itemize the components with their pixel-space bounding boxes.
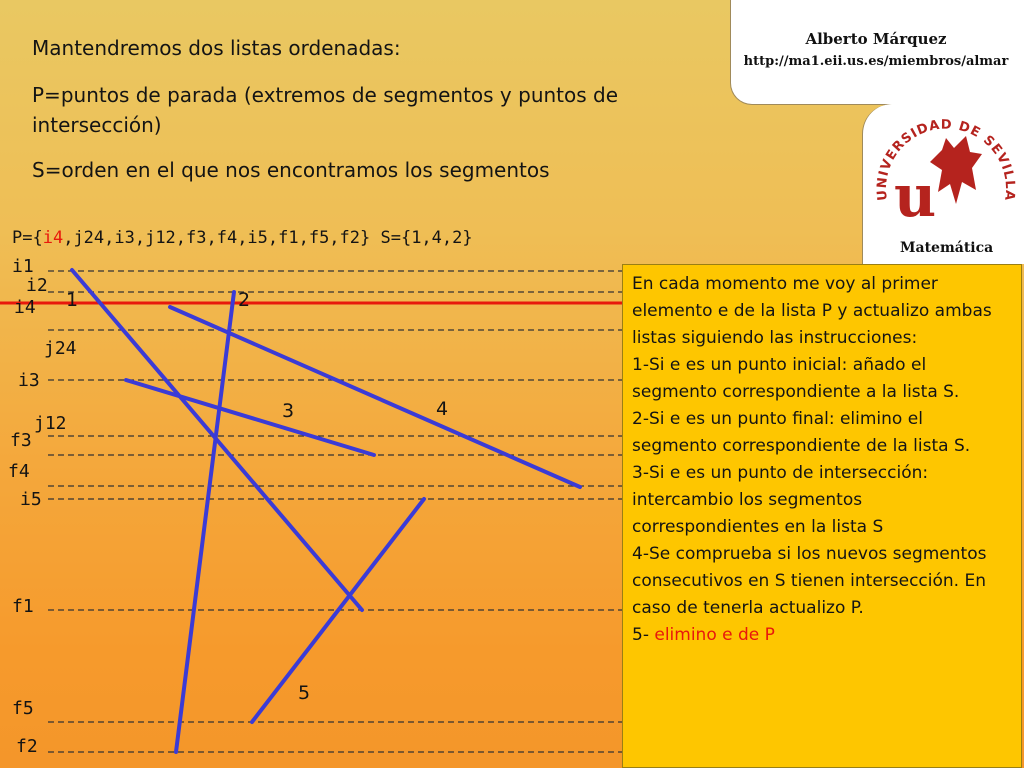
instruction-step-1: 1-Si e es un punto inicial: añado el segmento correspondiente a la lista S. (632, 355, 960, 402)
stop-label: i4 (14, 297, 36, 318)
logo-lettering: UNIVERSIDAD DE SEVILLA (874, 117, 1018, 203)
segment-label: 2 (238, 289, 251, 311)
stop-label: f2 (16, 736, 38, 757)
instruction-step-2: 2-Si e es un punto final: elimino el segmento correspondiente de la lista S. (632, 409, 971, 456)
segment-2 (176, 292, 234, 752)
stop-label: j24 (44, 338, 77, 359)
segment-label: 4 (436, 398, 449, 420)
stop-label: f4 (8, 461, 30, 482)
author-url: http://ma1.eii.us.es/miembros/almar (743, 54, 1009, 69)
instruction-step-3: 3-Si e es un punto de intersección: intercambio los segmentos correspondientes en la lista S (632, 463, 929, 537)
intro-line-2: P=puntos de parada (extremos de segmentos y puntos de (32, 83, 619, 107)
instructions-panel (622, 264, 1022, 768)
s-list: S={1,4,2} (370, 228, 473, 248)
segment-label: 1 (66, 289, 79, 311)
segment-3 (126, 380, 374, 455)
stop-label: i2 (26, 275, 48, 296)
author-name: Alberto Márquez (805, 30, 947, 48)
segment-label: 3 (282, 400, 295, 422)
stop-label: i1 (12, 256, 34, 277)
stop-label: i5 (20, 489, 42, 510)
stop-label: j12 (34, 413, 67, 434)
instruction-step-5-action: elimino e de P (654, 625, 775, 645)
intro-line-3: S=orden en el que nos encontramos los segmentos (32, 158, 550, 182)
instruction-step-5-prefix: 5- (632, 625, 655, 645)
svg-text:u: u (894, 162, 937, 230)
department-label: Matemática (900, 240, 994, 256)
instructions-intro: En cada momento me voy al primer elemento e de la lista P y actualizo ambas listas siguiendo las instrucciones: (632, 274, 992, 348)
instruction-step-4: 4-Se comprueba si los nuevos segmentos consecutivos en S tienen intersección. En caso de tenerla actualizo P. (632, 544, 987, 618)
stop-label: f1 (12, 596, 34, 617)
intro-line-1: Mantendremos dos listas ordenadas: (32, 36, 401, 60)
intro-line-2-cont: intersección) (32, 113, 162, 137)
p-list-current: i4 (42, 228, 64, 248)
stop-label: i3 (18, 370, 40, 391)
stop-label: f3 (10, 430, 32, 451)
p-list-rest: ,j24,i3,j12,f3,f4,i5,f1,f5,f2} (63, 228, 371, 248)
instruction-step-5 (632, 622, 1013, 649)
stop-label: f5 (12, 698, 34, 719)
p-list-prefix: P={ (12, 228, 43, 248)
segment-label: 5 (298, 682, 311, 704)
